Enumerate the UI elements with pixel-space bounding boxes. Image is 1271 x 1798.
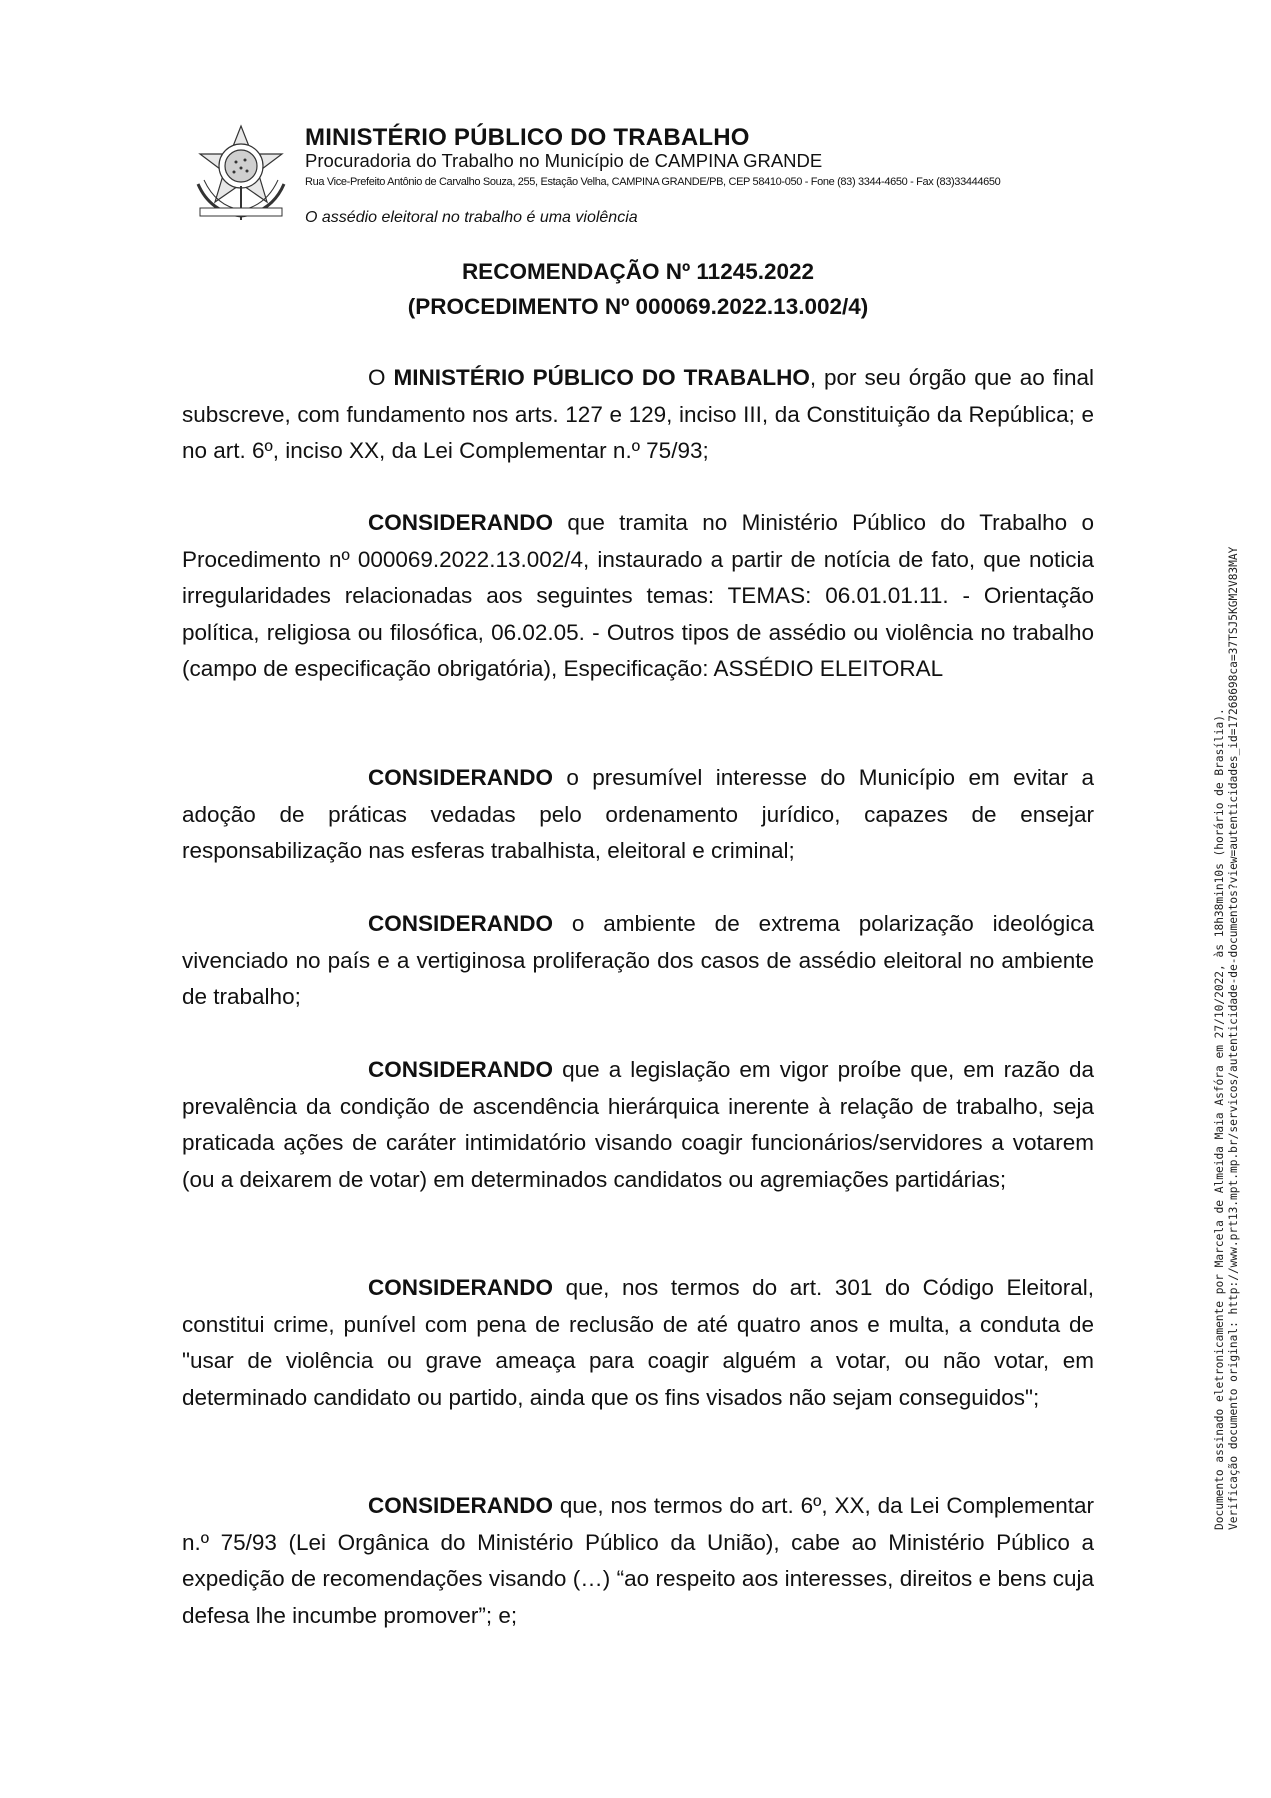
paragraph-considerando [182,760,1094,870]
paragraph-considerando [182,505,1094,688]
paragraph-lead: CONSIDERANDO [368,1493,554,1518]
paragraph-considerando [182,1052,1094,1198]
paragraph-text: que, nos termos do art. 6º, XX, da Lei Complementar n.º 75/93 (Lei Orgânica do Ministério Público da União), cabe ao Ministério Público a expedição de recomendações visando (…) “ao respeito aos interesses, direitos e bens cuja defesa lhe incumbe promover”; e; [182,1493,1094,1628]
electronic-signature-stamp [1213,546,1241,1530]
coat-of-arms-seal [190,124,292,222]
paragraph-pre: O [368,365,394,390]
document-subtitle: (PROCEDIMENTO Nº 000069.2022.13.002/4) [407,294,869,319]
paragraph-text: , por seu órgão que ao final subscreve, com fundamento nos arts. 127 e 129, inciso III, da Constituição da República; e no art. 6º, inciso XX, da Lei Complementar n.º 75/93; [182,365,1094,463]
paragraph-considerando [182,1270,1094,1416]
paragraph-text: que tramita no Ministério Público do Trabalho o Procedimento nº 000069.2022.13.002/4, instaurado a partir de notícia de fato, que noticia irregularidades relacionadas aos seguintes temas: TEMAS: 06.01.01.11. - Orientação política, religiosa ou filosófica, 06.02.05. - Outros tipos de assédio ou violência no trabalho (campo de especificação obrigatória), Especificação: ASSÉDIO ELEITORAL [182,510,1094,681]
paragraph-lead: MINISTÉRIO PÚBLICO DO TRABALHO [393,365,810,390]
paragraph-considerando [182,1488,1094,1634]
organization-name: MINISTÉRIO PÚBLICO DO TRABALHO [305,124,750,151]
paragraph-preamble [182,360,1094,470]
paragraph-text: o presumível interesse do Município em evitar a adoção de práticas vedadas pelo ordenamento jurídico, capazes de ensejar responsabilização nas esferas trabalhista, eleitoral e criminal; [182,765,1094,863]
paragraph-text: que a legislação em vigor proíbe que, em razão da prevalência da condição de ascendência hierárquica inerente à relação de trabalho, seja praticada ações de caráter intimidatório visando coagir funcionários/servidores a votarem (ou a deixarem de votar) em determinados candidatos ou agremiações partidárias; [182,1057,1094,1192]
office-name: Procuradoria do Trabalho no Município de CAMPINA GRANDE [305,150,823,171]
paragraph-lead: CONSIDERANDO [368,765,554,790]
signature-line: Documento assinado eletronicamente por Marcela de Almeida Maia Asfóra em 27/10/2022, às 18h38min10s (horário de Brasília). [1213,708,1226,1530]
document-title: RECOMENDAÇÃO Nº 11245.2022 [461,259,815,284]
paragraph-text: que, nos termos do art. 301 do Código Eleitoral, constitui crime, punível com pena de reclusão de até quatro anos e multa, a conduta de "usar de violência ou grave ameaça para coagir alguém a votar, ou não votar, em determinado candidato ou partido, ainda que os fins visados não sejam conseguidos"; [182,1275,1094,1410]
paragraph-lead: CONSIDERANDO [368,1275,554,1300]
paragraph-lead: CONSIDERANDO [368,1057,554,1082]
verification-link[interactable]: Verificação documento original: http://www.prt13.mpt.mp.br/servicos/autenticidade-de-documentos?view=autenticidades_id=17268698ca=37TSJ5KGM2V83MAY [1227,546,1240,1530]
office-address: Rua Vice-Prefeito Antônio de Carvalho Souza, 255, Estação Velha, CAMPINA GRANDE/PB, CEP 58410-050 - Fone (83) 3344-4650 - Fax (83)33444650 [305,176,1001,188]
paragraph-lead: CONSIDERANDO [368,510,554,535]
paragraph-lead: CONSIDERANDO [368,911,554,936]
header-slogan: O assédio eleitoral no trabalho é uma violência [305,209,638,226]
paragraph-considerando [182,906,1094,1016]
paragraph-text: o ambiente de extrema polarização ideológica vivenciado no país e a vertiginosa proliferação dos casos de assédio eleitoral no ambiente de trabalho; [182,911,1094,1009]
